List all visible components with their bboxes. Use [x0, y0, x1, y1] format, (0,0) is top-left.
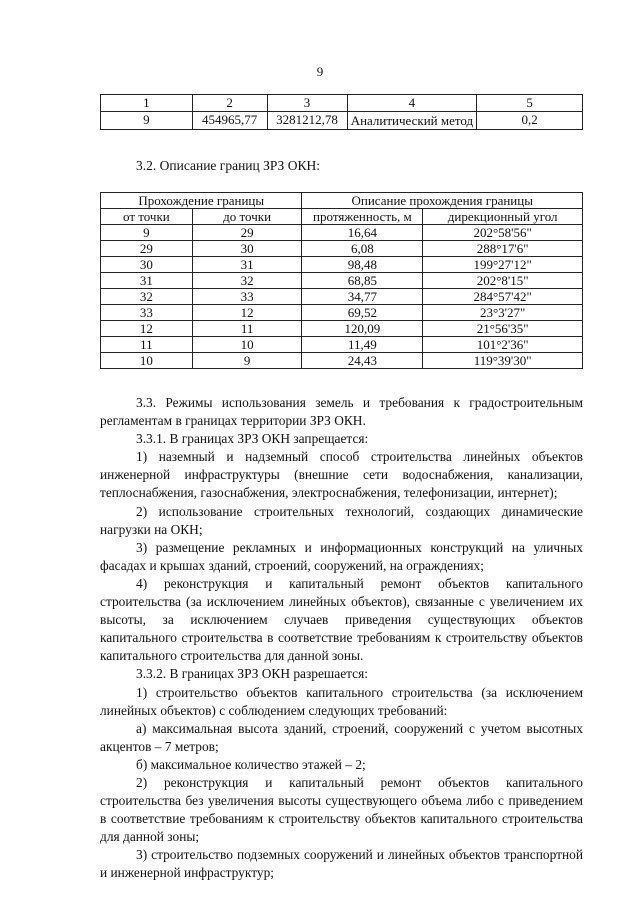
- table-cell: 12: [101, 321, 193, 337]
- table-cell: 34,77: [302, 289, 423, 305]
- table-cell: 119°39'30": [423, 353, 583, 369]
- table-cell: 1: [101, 95, 193, 112]
- table-cell: Аналитический метод: [347, 112, 477, 130]
- table-cell: 202°58'56": [423, 225, 583, 241]
- table-row: [101, 225, 583, 241]
- paragraph: 3.3.2. В границах ЗРЗ ОКН разрешается:: [136, 666, 368, 682]
- table-row: [101, 273, 583, 289]
- table-cell: 101°2'36": [423, 337, 583, 353]
- table-cell: 6,08: [302, 241, 423, 257]
- table-cell: 29: [101, 241, 193, 257]
- table-cell: 30: [101, 257, 193, 273]
- table-row: [101, 112, 583, 130]
- table-cell: 10: [192, 337, 302, 353]
- table-cell: 10: [101, 353, 193, 369]
- column-header: дирекционный угол: [423, 209, 583, 225]
- table-cell: 33: [101, 305, 193, 321]
- table-cell: 31: [192, 257, 302, 273]
- table-cell: 12: [192, 305, 302, 321]
- table-group-header-row: [101, 193, 583, 209]
- table-row: [101, 257, 583, 273]
- table-cell: 11: [192, 321, 302, 337]
- table-cell: 11: [101, 337, 193, 353]
- paragraph: 2) использование строительных технологий, создающих динамические нагрузки на ОКН;: [100, 503, 583, 537]
- table-cell: 32: [192, 273, 302, 289]
- table-cell: 23°3'27": [423, 305, 583, 321]
- table-cell: 284°57'42": [423, 289, 583, 305]
- table-cell: 120,09: [302, 321, 423, 337]
- table-cell: 11,49: [302, 337, 423, 353]
- table-row: [101, 353, 583, 369]
- paragraph: 3.3.1. В границах ЗРЗ ОКН запрещается:: [136, 431, 369, 447]
- paragraph: 2) реконструкция и капитальный ремонт объектов капитального строительства без увеличения высоты существующего объема либо с приведением в соответствие требованиям к строительству объектов капитального строительства для данной зоны;: [100, 774, 583, 845]
- table-row: [101, 305, 583, 321]
- table-row: [101, 289, 583, 305]
- table-cell: 33: [192, 289, 302, 305]
- column-group-header: Прохождение границы: [101, 193, 302, 209]
- table-cell: 32: [101, 289, 193, 305]
- paragraph: 3) размещение рекламных и информационных конструкций на уличных фасадах и крышах зданий, строений, сооружений, на ограждениях;: [100, 539, 583, 573]
- table-cell: 16,64: [302, 225, 423, 241]
- paragraph: 3) строительство подземных сооружений и линейных объектов транспортной и инженерной инфраструктур;: [100, 847, 583, 881]
- table-cell: 21°56'35": [423, 321, 583, 337]
- table-cell: 199°27'12": [423, 257, 583, 273]
- table-cell: 30: [192, 241, 302, 257]
- document-body: [100, 394, 583, 883]
- table-header-row: [101, 95, 583, 112]
- table-cell: 24,43: [302, 353, 423, 369]
- boundary-table: [100, 192, 583, 369]
- paragraph: б) максимальное количество этажей – 2;: [136, 756, 366, 772]
- table-cell: 31: [101, 273, 193, 289]
- table-cell: 3281212,78: [267, 112, 347, 130]
- table-cell: 288°17'6": [423, 241, 583, 257]
- table-cell: 4: [347, 95, 477, 112]
- coordinates-table: [100, 94, 583, 130]
- column-header: до точки: [192, 209, 302, 225]
- table-row: [101, 321, 583, 337]
- table-cell: 29: [192, 225, 302, 241]
- table-row: [101, 241, 583, 257]
- page-number: 9: [316, 64, 324, 79]
- table-cell: 69,52: [302, 305, 423, 321]
- column-header: от точки: [101, 209, 193, 225]
- table-row: [101, 337, 583, 353]
- table-cell: 5: [477, 95, 583, 112]
- section-heading: 3.2. Описание границ ЗРЗ ОКН:: [136, 158, 320, 173]
- table-cell: 9: [101, 225, 193, 241]
- table-cell: 0,2: [477, 112, 583, 130]
- table-cell: 2: [192, 95, 267, 112]
- paragraph: 3.3. Режимы использования земель и требования к градостроительным регламентам в границах территории ЗРЗ ОКН.: [100, 395, 583, 429]
- table-cell: 9: [192, 353, 302, 369]
- table-cell: 68,85: [302, 273, 423, 289]
- paragraph: 4) реконструкция и капитальный ремонт объектов капитального строительства (за исключением линейных объектов), связанные с увеличением их высоты, за исключением случаев приведения существующих объектов капитального строительства в соответствие требованиям к строительству объектов капитального строительства для данной зоны.: [100, 575, 583, 664]
- column-group-header: Описание прохождения границы: [302, 193, 583, 209]
- paragraph: а) максимальная высота зданий, строений, сооружений с учетом высотных акцентов – 7 метров;: [100, 720, 583, 754]
- table-cell: 9: [101, 112, 193, 130]
- paragraph: 1) наземный и надземный способ строительства линейных объектов инженерной инфраструктуры (внешние сети водоснабжения, канализации, теплоснабжения, газоснабжения, электроснабжения, телефонизации, интернет);: [100, 449, 583, 501]
- table-cell: 454965,77: [192, 112, 267, 130]
- table-cell: 3: [267, 95, 347, 112]
- paragraph: 1) строительство объектов капитального строительства (за исключением линейных объектов) с соблюдением следующих требований:: [100, 684, 583, 718]
- table-cell: 98,48: [302, 257, 423, 273]
- table-cell: 202°8'15": [423, 273, 583, 289]
- table-header-row: [101, 209, 583, 225]
- column-header: протяженность, м: [302, 209, 423, 225]
